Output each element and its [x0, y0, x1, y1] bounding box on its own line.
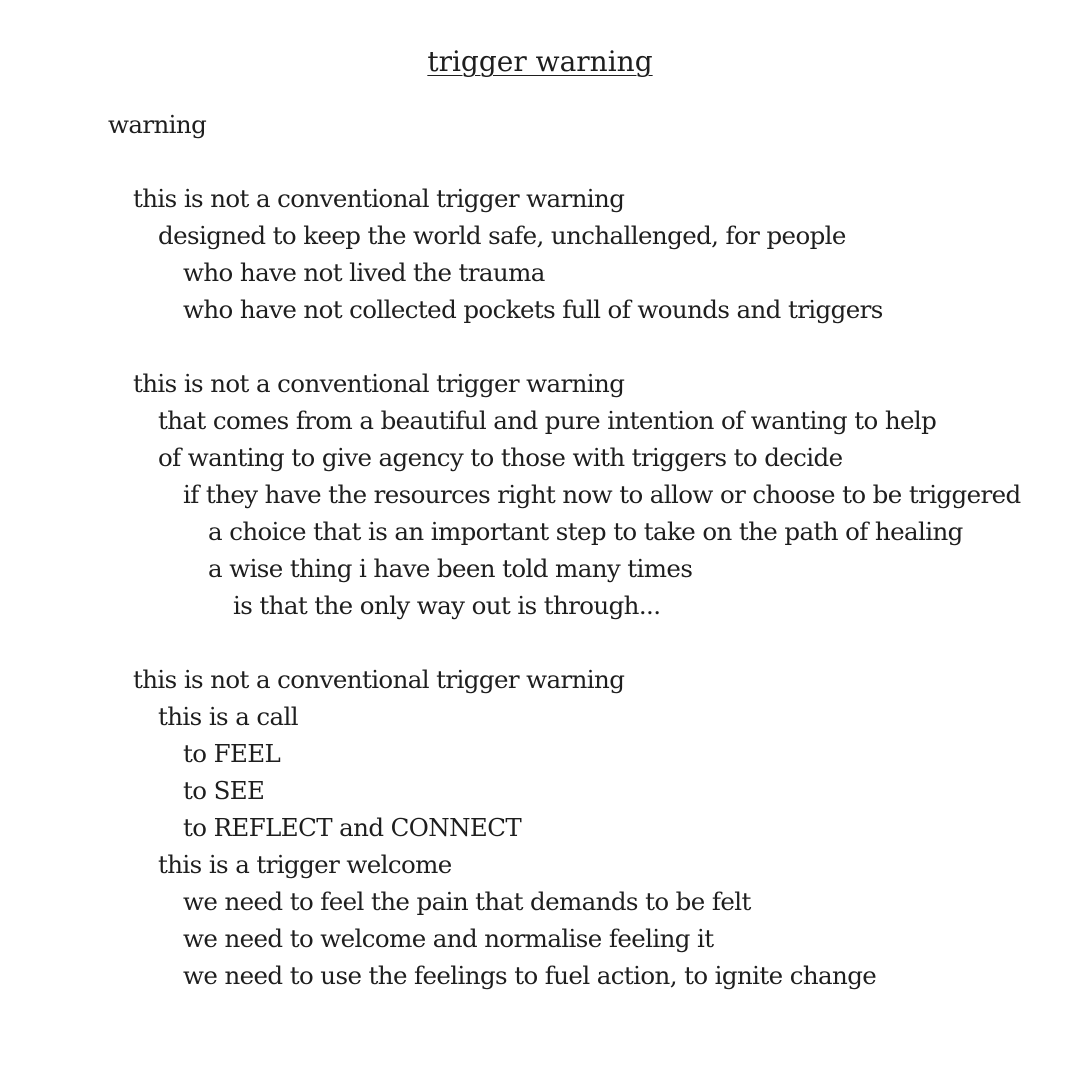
poem-line: designed to keep the world safe, unchallenged, for people — [158, 221, 846, 250]
poem-line: if they have the resources right now to allow or choose to be triggered — [183, 480, 1021, 509]
poem-line: warning — [108, 110, 207, 139]
poem-line: a wise thing i have been told many times — [208, 554, 693, 583]
poem-line: this is not a conventional trigger warning — [133, 369, 625, 398]
poem-line: to FEEL — [183, 739, 281, 768]
poem-line: this is a trigger welcome — [158, 850, 452, 879]
poem-line: a choice that is an important step to take on the path of healing — [208, 517, 963, 546]
poem-line: of wanting to give agency to those with triggers to decide — [158, 443, 843, 472]
poem-line: who have not lived the trauma — [183, 258, 545, 287]
poem-line: to SEE — [183, 776, 265, 805]
poem-title: trigger warning — [427, 45, 653, 78]
poem-line: is that the only way out is through... — [233, 591, 661, 620]
poem-line: who have not collected pockets full of wounds and triggers — [183, 295, 883, 324]
poem-line: we need to feel the pain that demands to be felt — [183, 887, 751, 916]
poem-line: we need to welcome and normalise feeling it — [183, 924, 714, 953]
poem-line: this is a call — [158, 702, 299, 731]
poem-line: we need to use the feelings to fuel action, to ignite change — [183, 961, 877, 990]
poem-line: to REFLECT and CONNECT — [183, 813, 522, 842]
poem-line: this is not a conventional trigger warning — [133, 665, 625, 694]
poem-line: this is not a conventional trigger warning — [133, 184, 625, 213]
poem-line: that comes from a beautiful and pure intention of wanting to help — [158, 406, 937, 435]
